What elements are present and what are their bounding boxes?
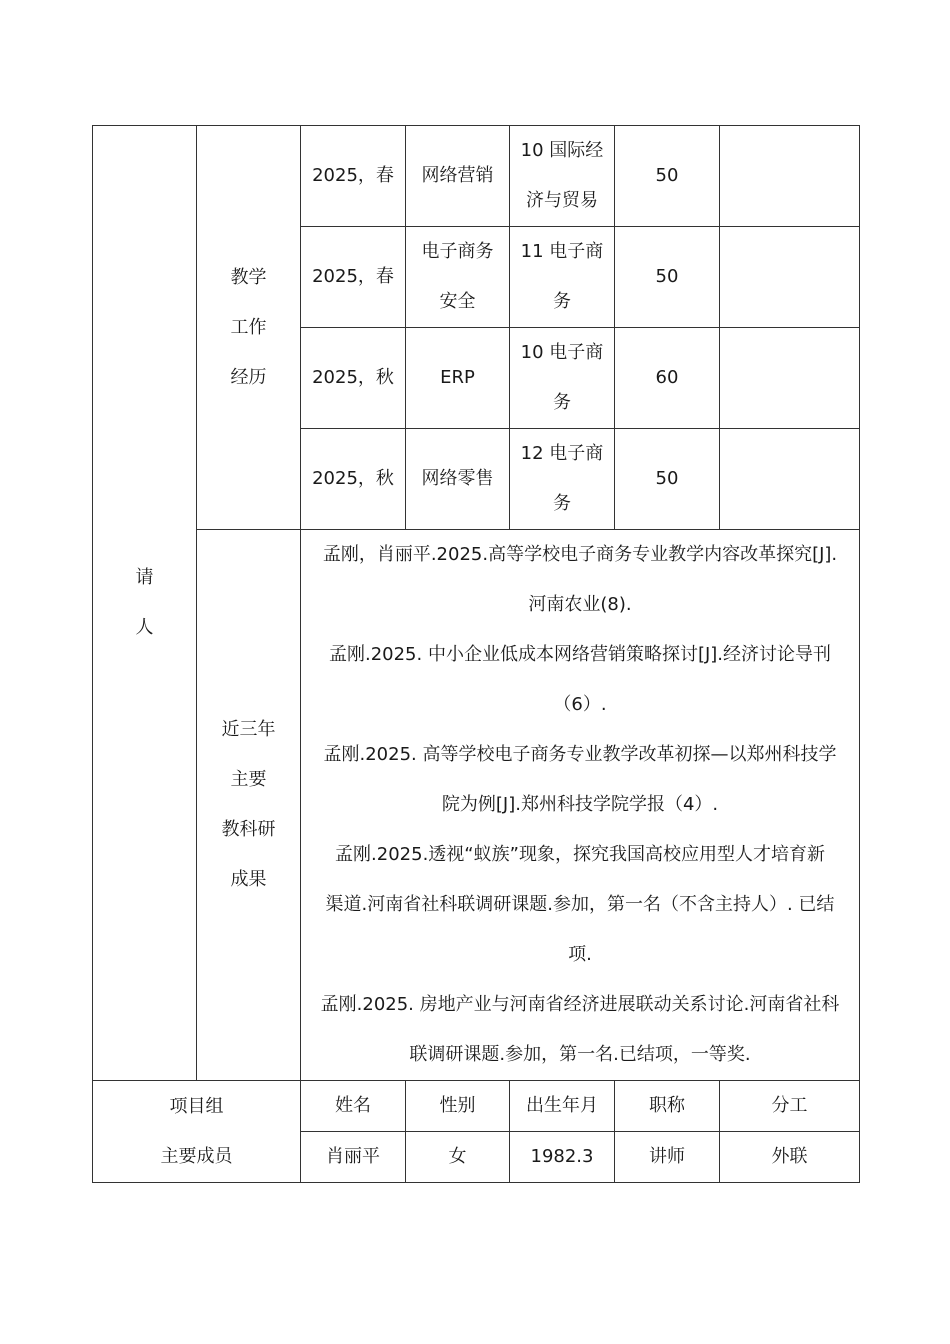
header-name: 姓名 <box>301 1081 406 1132</box>
count-cell: 50 <box>615 126 720 227</box>
research-line: 项. <box>568 944 592 965</box>
research-line: 孟刚，肖丽平.2025.高等学校电子商务专业教学内容改革探究[J]. <box>322 544 838 565</box>
class-cell <box>510 126 615 227</box>
header-title: 职称 <box>615 1081 720 1132</box>
research-label-line: 教科研 <box>221 819 276 840</box>
members-label-cell <box>93 1081 301 1183</box>
member-role: 外联 <box>720 1132 860 1183</box>
class-line: 10 电子商 <box>520 342 604 363</box>
research-label-line: 近三年 <box>221 719 276 740</box>
course-cell: 网络零售 <box>406 429 510 530</box>
course-cell <box>406 227 510 328</box>
class-line: 济与贸易 <box>526 190 598 211</box>
research-line: 孟刚.2025. 高等学校电子商务专业教学改革初探—以郑州科技学 <box>323 744 837 765</box>
course-line: 安全 <box>439 291 476 312</box>
research-content-cell <box>301 530 860 1081</box>
research-line: 孟刚.2025.透视“蚁族”现象，探究我国高校应用型人才培育新 <box>335 844 825 865</box>
note-cell <box>720 126 860 227</box>
class-cell <box>510 429 615 530</box>
research-label-line: 成果 <box>230 869 267 890</box>
research-line: 院为例[J].郑州科技学院学报（4）. <box>441 794 719 815</box>
research-label-cell <box>197 530 301 1081</box>
research-line: 孟刚.2025. 房地产业与河南省经济进展联动关系讨论.河南省社科 <box>320 994 840 1015</box>
members-header-row <box>93 1081 860 1132</box>
count-cell: 60 <box>615 328 720 429</box>
header-birth: 出生年月 <box>510 1081 615 1132</box>
teaching-row-1 <box>93 126 860 227</box>
application-form-table <box>92 125 860 1183</box>
teaching-label-line: 工作 <box>230 316 267 338</box>
teaching-label-line: 经历 <box>230 366 267 388</box>
members-label-line: 主要成员 <box>160 1145 233 1167</box>
members-label-line: 项目组 <box>169 1095 224 1117</box>
term-cell: 2025，春 <box>301 227 406 328</box>
member-gender: 女 <box>406 1132 510 1183</box>
header-role: 分工 <box>720 1081 860 1132</box>
class-line: 务 <box>553 392 571 413</box>
research-line: 渠道.河南省社科联调研课题.参加，第一名（不含主持人）. 已结 <box>325 894 835 915</box>
course-line: 电子商务 <box>421 241 494 262</box>
teaching-label-line: 教学 <box>230 266 267 288</box>
member-title: 讲师 <box>615 1132 720 1183</box>
research-label-line: 主要 <box>230 769 267 790</box>
member-birth: 1982.3 <box>510 1132 615 1183</box>
term-cell: 2025，秋 <box>301 328 406 429</box>
teaching-label-cell <box>197 126 301 530</box>
note-cell <box>720 227 860 328</box>
note-cell <box>720 328 860 429</box>
class-line: 务 <box>553 493 571 514</box>
class-line: 10 国际经 <box>520 140 604 161</box>
count-cell: 50 <box>615 429 720 530</box>
research-line: 联调研课题.参加，第一名.已结项，一等奖. <box>409 1044 751 1065</box>
class-line: 务 <box>553 291 571 312</box>
applicant-label-line: 请 <box>135 567 154 588</box>
applicant-label-cell <box>93 126 197 1081</box>
member-name: 肖丽平 <box>301 1132 406 1183</box>
applicant-label-line: 人 <box>135 617 154 638</box>
class-line: 11 电子商 <box>520 241 604 262</box>
course-cell: 网络营销 <box>406 126 510 227</box>
class-cell <box>510 328 615 429</box>
class-cell <box>510 227 615 328</box>
research-line: 河南农业(8). <box>528 594 632 615</box>
term-cell: 2025，春 <box>301 126 406 227</box>
research-row <box>93 530 860 1081</box>
research-line: （6）. <box>553 694 607 715</box>
class-line: 12 电子商 <box>520 443 604 464</box>
research-line: 孟刚.2025. 中小企业低成本网络营销策略探讨[J].经济讨论导刊 <box>328 644 832 665</box>
header-gender: 性别 <box>406 1081 510 1132</box>
note-cell <box>720 429 860 530</box>
term-cell: 2025，秋 <box>301 429 406 530</box>
count-cell: 50 <box>615 227 720 328</box>
course-cell: ERP <box>406 328 510 429</box>
